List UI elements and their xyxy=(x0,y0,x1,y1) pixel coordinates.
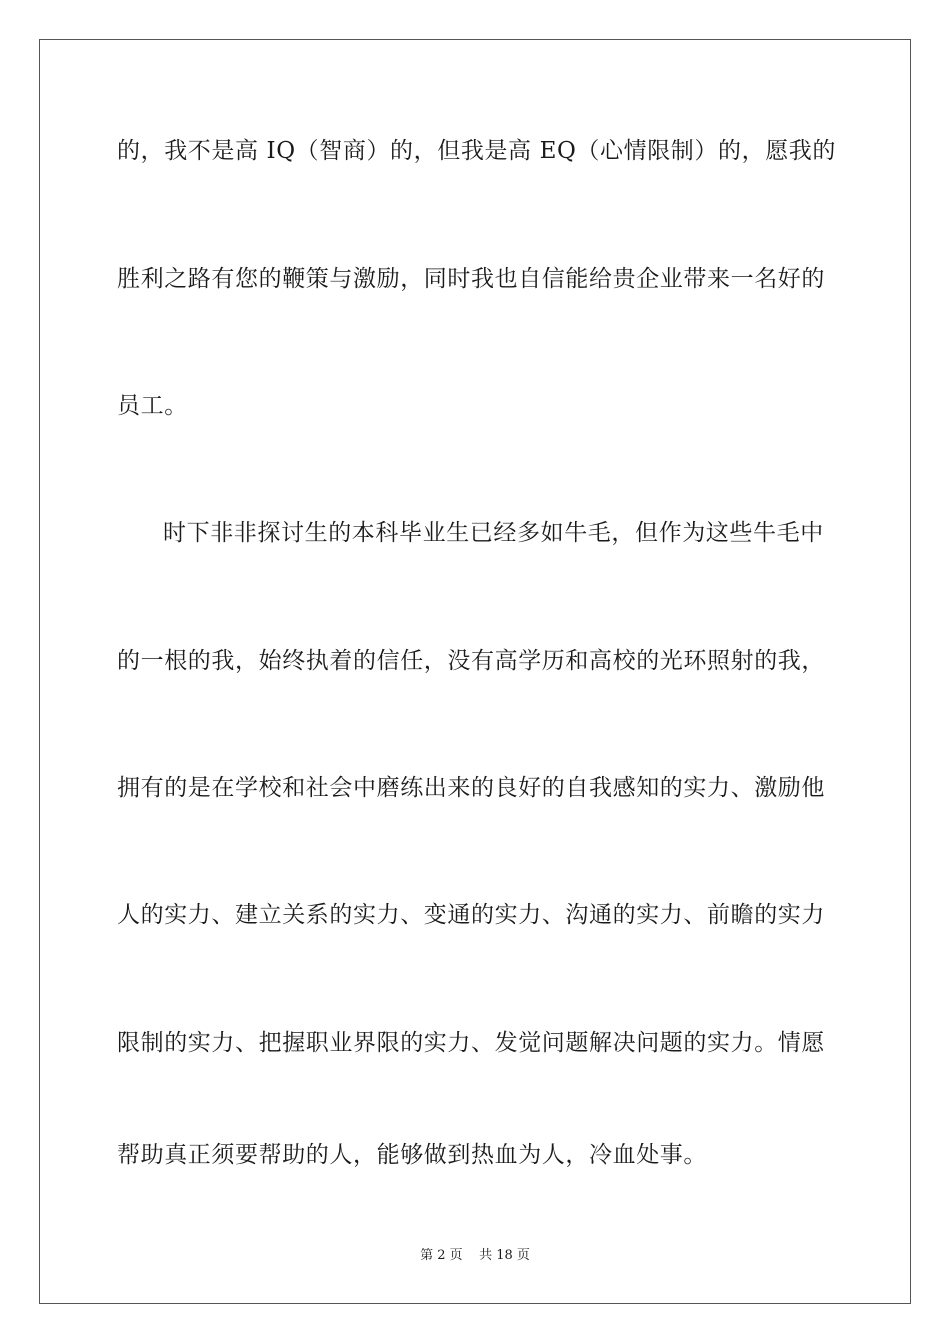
text-line-5: 的一根的我，始终执着的信任，没有高学历和高校的光环照射的我， xyxy=(117,648,825,674)
text-line-8: 限制的实力、把握职业界限的实力、发觉问题解决问题的实力。情愿 xyxy=(117,1030,825,1056)
text-line-7: 人的实力、建立关系的实力、变通的实力、沟通的实力、前瞻的实力 xyxy=(117,902,825,928)
text-line-1: 的，我不是高 IQ（智商）的，但我是高 EQ（心情限制）的，愿我的 xyxy=(117,138,837,164)
text-line-6: 拥有的是在学校和社会中磨练出来的良好的自我感知的实力、激励他 xyxy=(117,775,825,801)
text-line-9: 帮助真正须要帮助的人，能够做到热血为人，冷血处事。 xyxy=(117,1142,707,1168)
paragraph-start-line: 时下非非探讨生的本科毕业生已经多如牛毛，但作为这些牛毛中 xyxy=(163,520,824,546)
page-number-footer: 第 2 页 共 18 页 xyxy=(420,1248,530,1263)
text-line-2: 胜利之路有您的鞭策与激励，同时我也自信能给贵企业带来一名好的 xyxy=(117,266,825,292)
text-line-3: 员工。 xyxy=(117,393,188,419)
